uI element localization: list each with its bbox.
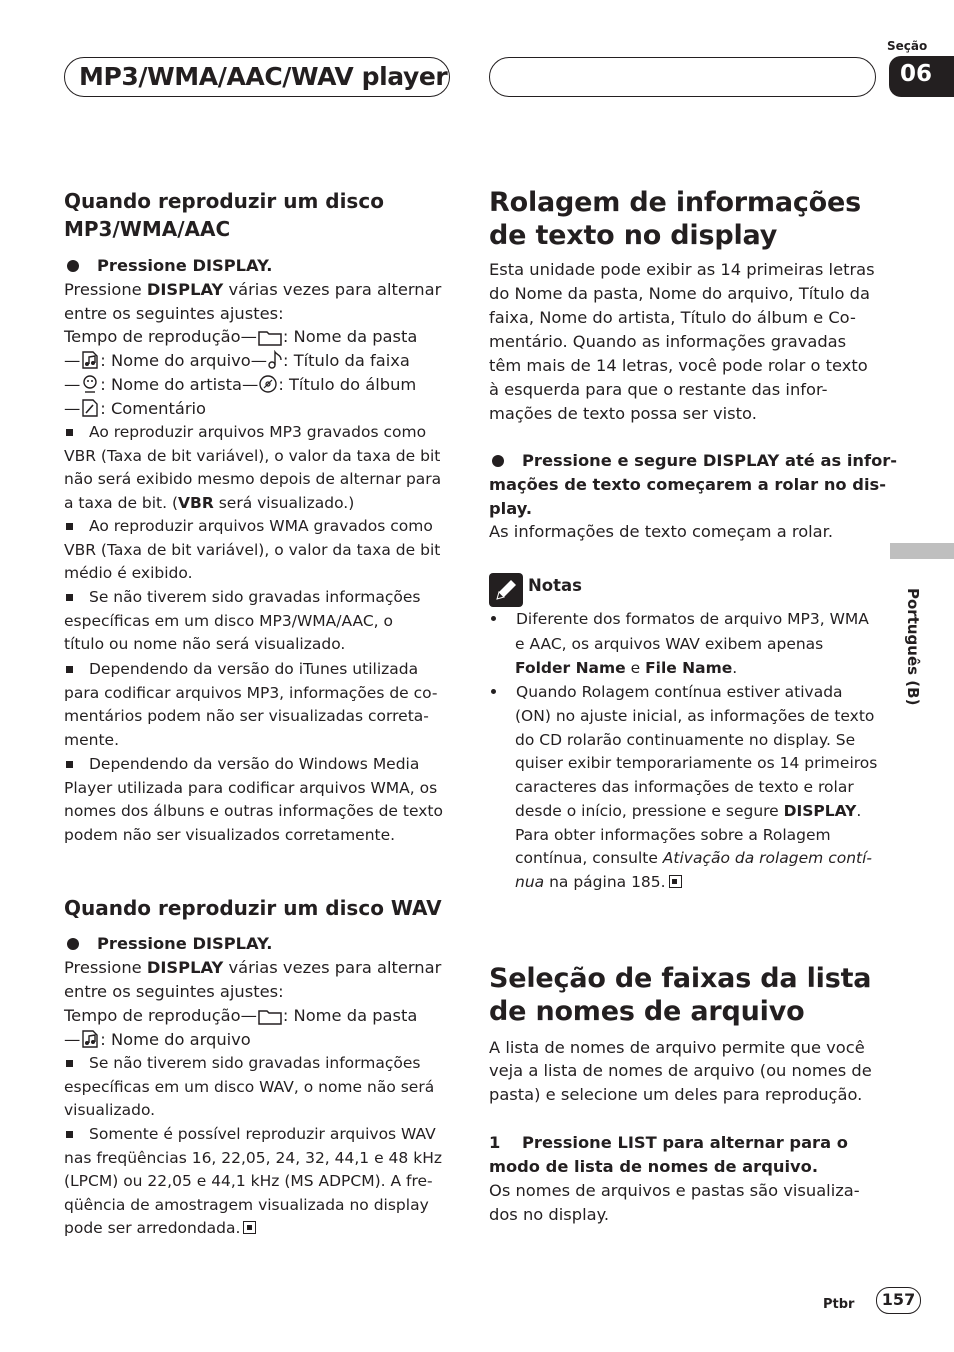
section-number-badge: 06 bbox=[889, 56, 954, 97]
square-bullet-icon bbox=[66, 523, 73, 530]
paragraph-line: mações de texto possa ser visto. bbox=[489, 404, 757, 423]
note-line: caracteres das informações de texto e rolar bbox=[515, 778, 854, 796]
step-number: 1 bbox=[489, 1133, 501, 1152]
folder-icon bbox=[257, 328, 283, 346]
note-line: mentários podem não ser visualizadas correta- bbox=[64, 707, 429, 725]
end-mark-icon bbox=[243, 1221, 256, 1234]
paragraph-line: Esta unidade pode exibir as 14 primeiras letras bbox=[489, 260, 875, 279]
note-item: Se não tiverem sido gravadas informações bbox=[64, 1052, 420, 1076]
note-line: Folder Name e File Name. bbox=[515, 659, 738, 677]
paragraph-line: pasta) e selecione um deles para reprodução. bbox=[489, 1085, 863, 1104]
note-line: Player utilizada para codificar arquivos WMA, os bbox=[64, 778, 438, 797]
dot-bullet-icon bbox=[491, 689, 496, 694]
note-line: específicas em um disco WAV, o nome não será bbox=[64, 1077, 435, 1096]
step-line: mações de texto começarem a rolar no dis- bbox=[489, 475, 886, 494]
square-bullet-icon bbox=[66, 429, 73, 436]
step-line: modo de lista de nomes de arquivo. bbox=[489, 1157, 819, 1176]
square-bullet-icon bbox=[66, 666, 73, 673]
settings-line-1: Tempo de reprodução— : Nome da pasta bbox=[64, 327, 418, 346]
note-item: Ao reproduzir arquivos MP3 gravados como bbox=[64, 421, 426, 445]
paragraph-line: têm mais de 14 letras, você pode rolar o texto bbox=[489, 356, 868, 375]
wav-settings-line-2: — : Nome do arquivo bbox=[64, 1030, 251, 1049]
note-line: nas freqüências 16, 22,05, 24, 32, 44,1 e 48 kHz bbox=[64, 1148, 442, 1167]
step-press-display: Pressione DISPLAY. bbox=[64, 254, 272, 278]
bullet-icon bbox=[492, 455, 504, 467]
comment-icon bbox=[80, 398, 100, 418]
note-line: título ou nome não será visualizado. bbox=[64, 635, 346, 653]
chapter-title-pill bbox=[64, 57, 450, 97]
dot-bullet-icon bbox=[491, 616, 496, 621]
bullet-icon bbox=[67, 938, 79, 950]
paragraph-line: entre os seguintes ajustes: bbox=[64, 304, 284, 323]
settings-line-3: — : Nome do artista— : Título do álbum bbox=[64, 375, 417, 394]
note-line: mente. bbox=[64, 731, 119, 749]
chapter-title: MP3/WMA/AAC/WAV player bbox=[79, 62, 448, 91]
note-item: Dependendo da versão do Windows Media bbox=[64, 753, 419, 777]
note-item: Dependendo da versão do iTunes utilizada bbox=[64, 658, 418, 682]
square-bullet-icon bbox=[66, 1131, 73, 1138]
end-mark-icon bbox=[669, 875, 682, 888]
heading-text-scroll: Rolagem de informações bbox=[489, 187, 862, 218]
bullet-icon bbox=[67, 260, 79, 272]
square-bullet-icon bbox=[66, 1060, 73, 1067]
settings-line-2: — : Nome do arquivo— : Título da faixa bbox=[64, 351, 410, 370]
heading-mp3-line2: MP3/WMA/AAC bbox=[64, 217, 231, 241]
square-bullet-icon bbox=[66, 761, 73, 768]
language-code: Ptbr bbox=[823, 1297, 855, 1312]
note-line: nua na página 185. bbox=[515, 871, 682, 895]
note-item: Se não tiverem sido gravadas informações bbox=[64, 586, 420, 610]
step-press-display-wav: Pressione DISPLAY. bbox=[64, 932, 272, 956]
step-result: Os nomes de arquivos e pastas são visualiza- bbox=[489, 1181, 860, 1200]
note-item: Somente é possível reproduzir arquivos WAV bbox=[64, 1123, 436, 1147]
note-item: Quando Rolagem contínua estiver ativada bbox=[489, 681, 843, 705]
note-line: contínua, consulte Ativação da rolagem contí- bbox=[515, 849, 873, 867]
note-line: VBR (Taxa de bit variável), o valor da taxa de bit bbox=[64, 540, 441, 559]
notes-pencil-icon bbox=[489, 573, 523, 607]
notes-title: Notas bbox=[528, 576, 582, 595]
paragraph-line: veja a lista de nomes de arquivo (ou nomes de bbox=[489, 1061, 872, 1080]
section-label: Seção bbox=[887, 39, 928, 53]
paragraph-line: Pressione DISPLAY várias vezes para alternar bbox=[64, 958, 442, 977]
note-line: do CD rolarão continuamente no display. Se bbox=[515, 731, 856, 749]
note-line: e AAC, os arquivos WAV exibem apenas bbox=[515, 635, 824, 653]
heading-wav: Quando reproduzir um disco WAV bbox=[64, 896, 442, 920]
step-line: play. bbox=[489, 499, 533, 518]
paragraph-line: à esquerda para que o restante das infor- bbox=[489, 380, 828, 399]
paragraph-line: entre os seguintes ajustes: bbox=[64, 982, 284, 1001]
file-music-icon bbox=[80, 1029, 100, 1049]
note-line: (ON) no ajuste inicial, as informações de texto bbox=[515, 707, 875, 725]
album-disc-icon bbox=[258, 374, 278, 394]
note-line: específicas em um disco MP3/WMA/AAC, o bbox=[64, 611, 394, 630]
language-tab bbox=[890, 543, 954, 559]
music-note-icon bbox=[267, 350, 283, 370]
note-line: desde o início, pressione e segure DISPLAY. bbox=[515, 802, 862, 820]
wav-settings-line-1: Tempo de reprodução— : Nome da pasta bbox=[64, 1006, 418, 1025]
paragraph-line: faixa, Nome do artista, Título do álbum e Co- bbox=[489, 308, 856, 327]
heading-mp3: Quando reproduzir um disco bbox=[64, 189, 384, 213]
note-line: não será exibido mesmo depois de alternar para bbox=[64, 470, 442, 488]
note-line: médio é exibido. bbox=[64, 564, 193, 582]
note-line: VBR (Taxa de bit variável), o valor da taxa de bit bbox=[64, 446, 441, 465]
language-label: Português (B) bbox=[904, 588, 922, 706]
note-item: Ao reproduzir arquivos WMA gravados como bbox=[64, 515, 433, 539]
heading-file-list-line2: de nomes de arquivo bbox=[489, 996, 805, 1027]
note-item: Diferente dos formatos de arquivo MP3, WMA bbox=[489, 608, 869, 632]
heading-file-list: Seleção de faixas da lista bbox=[489, 963, 872, 994]
heading-text-scroll-line2: de texto no display bbox=[489, 220, 778, 251]
square-bullet-icon bbox=[66, 594, 73, 601]
note-line: (LPCM) ou 22,05 e 44,1 kHz (MS ADPCM). A fre- bbox=[64, 1172, 433, 1190]
note-line: pode ser arredondada. bbox=[64, 1217, 256, 1241]
note-line: qüência de amostragem visualizada no display bbox=[64, 1195, 429, 1214]
step-1-press-list: 1 Pressione LIST para alternar para o bbox=[489, 1131, 848, 1155]
note-line: a taxa de bit. (VBR será visualizado.) bbox=[64, 493, 355, 512]
file-music-icon bbox=[80, 350, 100, 370]
artist-icon bbox=[80, 374, 100, 394]
paragraph-line: do Nome da pasta, Nome do arquivo, Título da bbox=[489, 284, 870, 303]
header-blank-pill bbox=[489, 57, 876, 97]
paragraph-line: Pressione DISPLAY várias vezes para alternar bbox=[64, 280, 442, 299]
note-line: para codificar arquivos MP3, informações de co- bbox=[64, 683, 438, 702]
folder-icon bbox=[257, 1007, 283, 1025]
step-hold-display: Pressione e segure DISPLAY até as infor- bbox=[489, 449, 897, 473]
settings-line-4: — : Comentário bbox=[64, 399, 207, 418]
note-line: nomes dos álbuns e outras informações de texto bbox=[64, 802, 443, 820]
step-result: As informações de texto começam a rolar. bbox=[489, 522, 834, 541]
note-line: podem não ser visualizados corretamente. bbox=[64, 825, 396, 844]
note-line: quiser exibir temporariamente os 14 primeiros bbox=[515, 754, 878, 772]
paragraph-line: mentário. Quando as informações gravadas bbox=[489, 332, 847, 351]
step-result: dos no display. bbox=[489, 1205, 610, 1224]
paragraph-line: A lista de nomes de arquivo permite que você bbox=[489, 1038, 865, 1057]
note-line: visualizado. bbox=[64, 1101, 156, 1119]
note-line: Para obter informações sobre a Rolagem bbox=[515, 826, 831, 844]
page-number: 157 bbox=[876, 1287, 921, 1314]
